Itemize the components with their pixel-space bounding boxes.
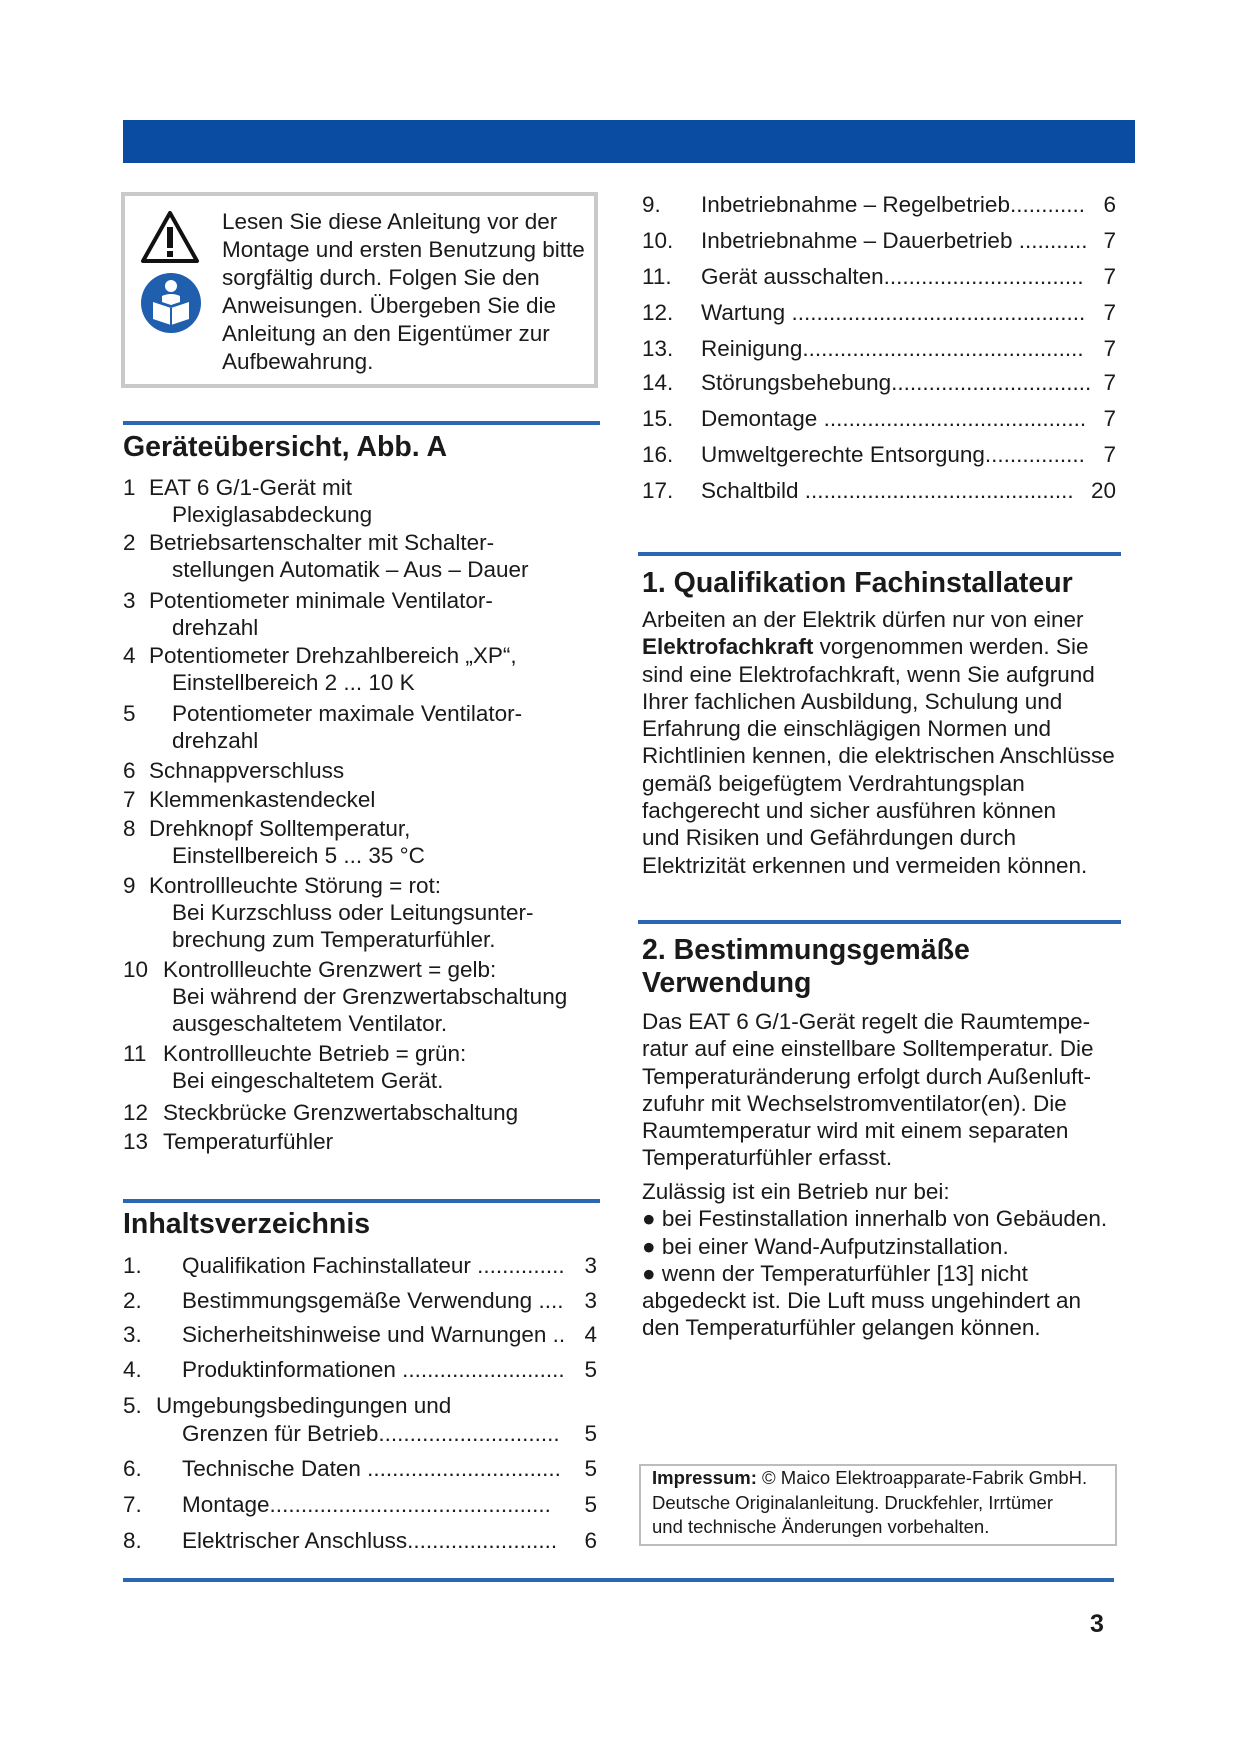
toc-entry[interactable]: 4. Produktinformationen .......................... 5 (123, 1357, 597, 1382)
section-rule (638, 920, 1121, 924)
impressum-label: Impressum: (652, 1467, 757, 1488)
toc-entry[interactable]: 3. Sicherheitshinweise und Warnungen .. 4 (123, 1322, 597, 1347)
toc-entry[interactable]: 6. Technische Daten ............................... 5 (123, 1456, 597, 1481)
notice-text (222, 208, 600, 376)
list-item: 7 Klemmenkastendeckel (123, 787, 376, 812)
list-item-cont: Einstellbereich 2 ... 10 K (172, 670, 415, 695)
list-item: 3 Potentiometer minimale Ventilator- (123, 588, 493, 613)
list-item-cont: drehzahl (172, 728, 259, 753)
list-item-cont: Bei Kurzschluss oder Leitungsunter- (172, 900, 534, 925)
toc-entry[interactable]: 17. Schaltbild ........................................... 20 (642, 478, 1116, 503)
list-item-cont: Bei während der Grenzwertabschaltung (172, 984, 568, 1009)
toc-entry[interactable]: 13. Reinigung............................................. 7 (642, 336, 1116, 361)
list-item-cont: Plexiglasabdeckung (172, 502, 373, 527)
list-item-cont: brechung zum Temperaturfühler. (172, 927, 496, 952)
list-item-cont: Bei eingeschaltetem Gerät. (172, 1068, 444, 1093)
toc-entry[interactable]: 5. Umgebungsbedingungen und Grenzen für Betrieb............................. 5 (123, 1393, 597, 1446)
bold-term: Elektrofachkraft (642, 634, 814, 660)
page-number: 3 (1090, 1610, 1104, 1638)
list-item: 5 Potentiometer maximale Ventilator- (123, 701, 523, 726)
list-item: 13 Temperaturfühler (123, 1129, 334, 1154)
impressum-text: Impressum: © Maico Elektroapparate-Fabrik GmbH. Deutsche Originalanleitung. Druckfehler, Irrtümer und technische Änderungen vorbehalten. (652, 1467, 1088, 1537)
toc-entry[interactable]: 8. Elektrischer Anschluss........................ 6 (123, 1528, 597, 1553)
section-rule (123, 1199, 600, 1203)
overview-heading: Geräteübersicht, Abb. A (123, 431, 448, 463)
section-rule (638, 552, 1121, 556)
list-item: 1 EAT 6 G/1-Gerät mit (123, 475, 352, 500)
notice-line: Aufbewahrung. (222, 349, 374, 374)
notice-line: Lesen Sie diese Anleitung vor der (222, 209, 558, 234)
notice-line: Montage und ersten Benutzung bitte (222, 237, 585, 262)
header-bar (123, 120, 1135, 163)
list-item: 2 Betriebsartenschalter mit Schalter- (123, 530, 495, 555)
toc-entry[interactable]: 1. Qualifikation Fachinstallateur .............. 3 (123, 1253, 597, 1278)
list-item: 4 Potentiometer Drehzahlbereich „XP“, (123, 643, 517, 668)
toc-entry[interactable]: 7. Montage............................................. 5 (123, 1492, 597, 1517)
toc-entry[interactable]: 9. Inbetriebnahme – Regelbetrieb............ 6 (642, 192, 1116, 217)
toc-heading: Inhaltsverzeichnis (123, 1208, 371, 1240)
list-item: 9 Kontrollleuchte Störung = rot: (123, 873, 442, 898)
section1-heading: 1. Qualifikation Fachinstallateur (642, 567, 1073, 599)
toc-entry[interactable]: 11. Gerät ausschalten................................ 7 (642, 264, 1116, 289)
section2-para2: Zulässig ist ein Betrieb nur bei: ● bei Festinstallation innerhalb von Gebäuden. ● bei einer Wand-Aufputzinstallation. ● wenn der Temperaturfühler [13] nicht abgedeckt ist. Die Luft muss ungehindert an den Temperaturfühler gelangen können. (642, 1179, 1108, 1341)
read-manual-icon (140, 272, 202, 334)
notice-line: sorgfältig durch. Folgen Sie den (222, 265, 540, 290)
list-item: 8 Drehknopf Solltemperatur, (123, 816, 411, 841)
section2-para1: Das EAT 6 G/1-Gerät regelt die Raumtempe- ratur auf eine einstellbare Solltemperatur. Die Temperaturänderung erfolgt durch Außenluft- zufuhr mit Wechselstromventilator(en). Die Raumtemperatur wird mit einem separaten Temperaturfühler erfasst. (642, 1009, 1094, 1171)
section-rule (123, 421, 600, 425)
toc-entry[interactable]: 15. Demontage .......................................... 7 (642, 406, 1116, 431)
section1-text: Arbeiten an der Elektrik dürfen nur von einer Elektrofachkraft vorgenommen werden. Sie sind eine Elektrofachkraft, wenn Sie aufgrund Ihrer fachlichen Ausbildung, Schulung und Erfahrung die einschlägigen Normen und Richtlinien kennen, die elektrischen Anschlüsse gemäß beigefügtem Verdrahtungsplan fachgerecht und sicher ausführen können und Risiken und Gefährdungen durch Elektrizität erkennen und vermeiden können. (642, 607, 1115, 878)
toc-entry[interactable]: 16. Umweltgerechte Entsorgung................ 7 (642, 442, 1116, 467)
list-item-cont: drehzahl (172, 615, 259, 640)
toc-entry[interactable]: 10. Inbetriebnahme – Dauerbetrieb ........... 7 (642, 228, 1116, 253)
toc-entry[interactable]: 12. Wartung ............................................... 7 (642, 300, 1116, 325)
notice-line: Anleitung an den Eigentümer zur (222, 321, 550, 346)
footer-rule (123, 1578, 1114, 1582)
list-item: 6 Schnappverschluss (123, 758, 345, 783)
toc-entry[interactable]: 14. Störungsbehebung................................ 7 (642, 370, 1116, 395)
list-item: 12 Steckbrücke Grenzwertabschaltung (123, 1100, 519, 1125)
toc-entry[interactable]: 2. Bestimmungsgemäße Verwendung .... 3 (123, 1288, 597, 1313)
warning-triangle-icon (140, 210, 200, 264)
list-item-cont: ausgeschaltetem Ventilator. (172, 1011, 448, 1036)
list-item-cont: stellungen Automatik – Aus – Dauer (172, 557, 529, 582)
list-item: 10 Kontrollleuchte Grenzwert = gelb: (123, 957, 497, 982)
notice-line: Anweisungen. Übergeben Sie die (222, 293, 556, 318)
list-item: 11 Kontrollleuchte Betrieb = grün: (123, 1041, 467, 1066)
section2-heading: 2. Bestimmungsgemäße Verwendung (642, 934, 970, 999)
list-item-cont: Einstellbereich 5 ... 35 °C (172, 843, 425, 868)
